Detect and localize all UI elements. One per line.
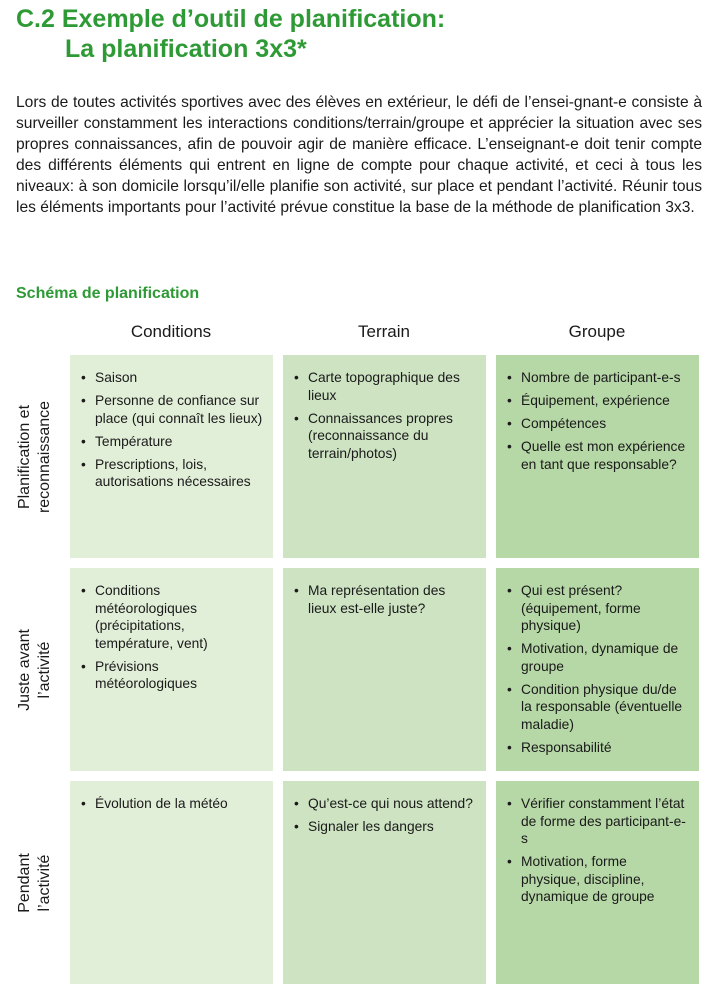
cell-planification-terrain xyxy=(283,355,486,558)
title-line-2: La planification 3x3* xyxy=(65,35,307,63)
column-header-terrain: Terrain xyxy=(358,322,410,341)
row-label-line: Juste avant xyxy=(16,628,34,711)
schema-title: Schéma de planification xyxy=(16,285,200,302)
row-label-line: reconnaissance xyxy=(36,400,54,513)
list-item: • Compétences xyxy=(521,415,689,433)
cell-juste-avant-conditions xyxy=(70,568,273,771)
list-item: • Ma représentation des lieux est-elle juste? xyxy=(308,582,476,617)
row-label-line: l’activité xyxy=(35,854,53,911)
list-item: • Saison xyxy=(95,369,263,387)
list-item: • Évolution de la météo xyxy=(95,795,263,813)
row-header-juste-avant xyxy=(0,568,70,771)
list-item: • Responsabilité xyxy=(521,739,689,757)
cell-juste-avant-groupe xyxy=(496,568,699,771)
list-item: • Qui est présent? (équipement, forme physique) xyxy=(521,582,689,635)
list-item: • Température xyxy=(95,433,263,451)
cell-juste-avant-terrain xyxy=(283,568,486,771)
cell-planification-conditions xyxy=(70,355,273,558)
list-item: • Équipement, expérience xyxy=(521,392,689,410)
title-line-1: C.2 Exemple d’outil de planification: xyxy=(16,5,446,33)
column-header-conditions: Conditions xyxy=(130,322,212,341)
list-item: • Vérifier constamment l’état de forme des participant-e-s xyxy=(521,795,689,848)
cell-pendant-groupe xyxy=(496,781,699,984)
list-item: • Conditions météorologiques (précipitations, température, vent) xyxy=(95,582,263,652)
list-item: • Quelle est mon expérience en tant que responsable? xyxy=(521,438,689,473)
cell-pendant-terrain xyxy=(283,781,486,984)
list-item: • Signaler les dangers xyxy=(308,818,476,836)
list-item: • Motivation, forme physique, discipline, dynamique de groupe xyxy=(521,853,689,906)
intro-paragraph: Lors de toutes activités sportives avec des élèves en extérieur, le défi de l’ensei-gnant-e consiste à surveiller constamment les interactions conditions/terrain/groupe et apprécier la situation avec ses propres connaissances, afin de pouvoir agir de manière efficace. L’enseignant-e doit tenir compte des différents éléments qui entrent en ligne de compte pour chaque activité, et ceci à tous les niveaux: à son domicile lorsqu’il/elle planifie son activité, sur place et pendant l’activité. Réunir tous les éléments importants pour l’activité prévue constitue la base de la méthode de planification 3x3. xyxy=(16,94,702,216)
cell-pendant-conditions xyxy=(70,781,273,984)
column-header-groupe: Groupe xyxy=(568,322,626,341)
list-item: • Nombre de participant-e-s xyxy=(521,369,689,387)
list-item: • Carte topographique des lieux xyxy=(308,369,476,404)
list-item: • Qu’est-ce qui nous attend? xyxy=(308,795,476,813)
page-title xyxy=(16,4,445,64)
list-item: • Personne de confiance sur place (qui connaît les lieux) xyxy=(95,392,263,427)
list-item: • Condition physique du/de la responsable (éventuelle maladie) xyxy=(521,681,689,734)
row-label-line: Planification et xyxy=(16,404,34,509)
list-item: • Motivation, dynamique de groupe xyxy=(521,640,689,675)
cell-planification-groupe xyxy=(496,355,699,558)
list-item: • Prescriptions, lois, autorisations nécessaires xyxy=(95,456,263,491)
list-item: • Connaissances propres (reconnaissance du terrain/photos) xyxy=(308,410,476,463)
row-label-line: Pendant xyxy=(15,852,33,913)
list-item: • Prévisions météorologiques xyxy=(95,658,263,693)
row-header-pendant xyxy=(0,781,70,984)
row-label-line: l’activité xyxy=(36,641,54,698)
row-header-planification xyxy=(0,355,70,558)
